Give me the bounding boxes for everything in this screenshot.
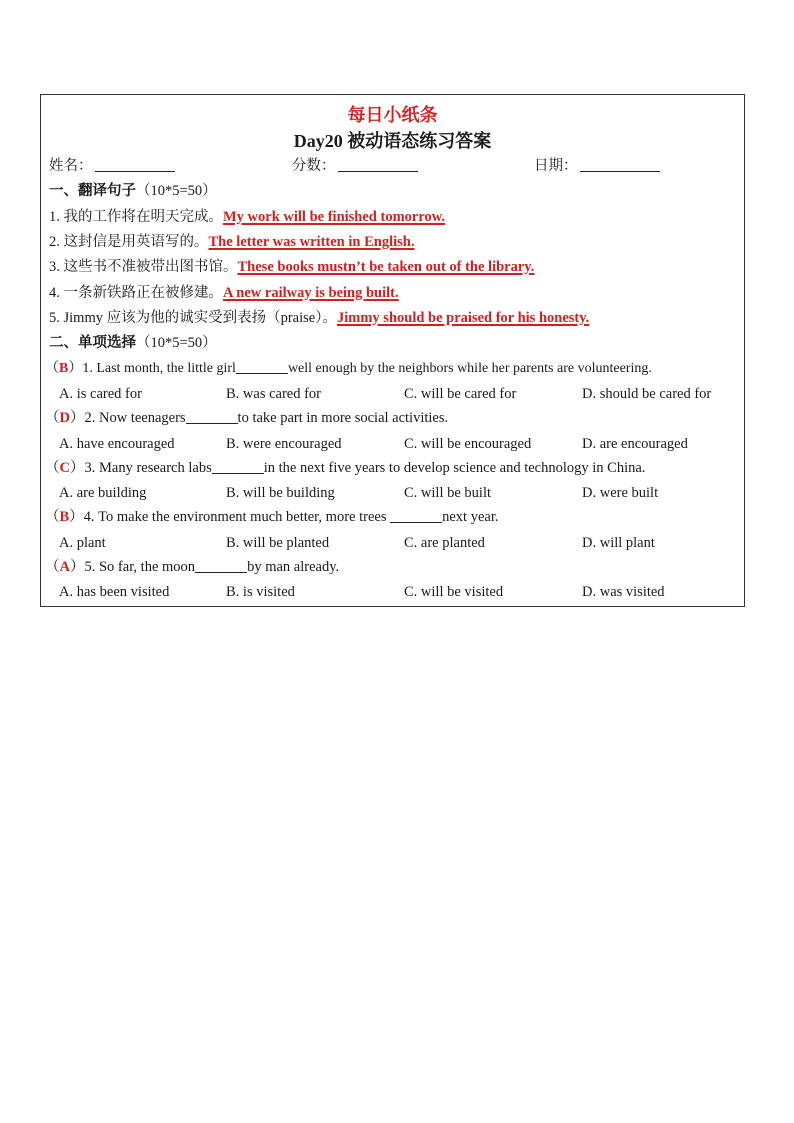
- option-c: C. will be cared for: [404, 386, 517, 402]
- score-label: 分数：: [292, 158, 336, 174]
- option-d: D. are encouraged: [582, 436, 688, 452]
- option-d: D. were built: [582, 485, 659, 501]
- answer-gap: [212, 459, 264, 474]
- paren-close: ）: [68, 361, 83, 376]
- question-stem-end: in the next five years to develop science and technology in China.: [263, 460, 646, 476]
- question-stem: 2. Now teenagers: [84, 410, 186, 426]
- answer-key: A: [59, 559, 70, 575]
- paren-open: （: [45, 509, 60, 525]
- question-stem: 1. Last month, the little girl: [82, 361, 236, 376]
- section2-title: 二、单项选择: [49, 335, 136, 351]
- name-blank: [95, 157, 175, 172]
- translation-question: 4. 一条新铁路正在被修建。: [49, 285, 223, 301]
- date-field: [534, 156, 660, 176]
- section1-heading: [49, 181, 740, 201]
- answer-key: D: [59, 410, 70, 426]
- question-stem-end: next year.: [442, 509, 499, 525]
- paren-close: ）: [69, 559, 85, 575]
- option-d: D. will plant: [582, 535, 655, 551]
- option-a: A. have encouraged: [59, 436, 175, 452]
- answer-key: B: [59, 509, 70, 525]
- name-field: [49, 156, 175, 176]
- answer-key: B: [59, 361, 69, 376]
- translation-answer: Jimmy should be praised for his honesty.: [336, 310, 590, 326]
- score-blank: [338, 157, 418, 172]
- answer-gap: [195, 558, 247, 573]
- answer-gap: [236, 359, 288, 374]
- section1-title: 一、翻译句子: [49, 183, 136, 199]
- answer-gap: [390, 508, 442, 523]
- worksheet: [40, 94, 745, 607]
- translation-item-5: [49, 308, 740, 328]
- option-c: C. are planted: [404, 535, 485, 551]
- section2-score: （10*5=50）: [136, 335, 217, 351]
- option-a: A. are building: [59, 485, 147, 501]
- translation-question: 2. 这封信是用英语写的。: [49, 234, 209, 250]
- translation-question: 3. 这些书不准被带出图书馆。: [49, 259, 238, 275]
- option-d: D. was visited: [582, 584, 665, 600]
- option-b: B. were encouraged: [226, 436, 342, 452]
- question-stem: 5. So far, the moon: [84, 559, 196, 575]
- option-c: C. will be encouraged: [404, 436, 532, 452]
- option-b: B. will be planted: [226, 535, 330, 551]
- option-a: A. is cared for: [59, 386, 142, 402]
- paren-open: （: [45, 361, 59, 376]
- score-field: [292, 156, 418, 176]
- choice-question-5: [45, 557, 740, 577]
- paren-close: ）: [69, 509, 84, 525]
- option-d: D. should be cared for: [582, 386, 712, 402]
- question-stem: 3. Many research labs: [84, 460, 212, 476]
- option-b: B. was cared for: [226, 386, 322, 402]
- option-b: B. will be building: [226, 485, 335, 501]
- translation-answer: A new railway is being built.: [223, 285, 399, 301]
- question-stem-end: well enough by the neighbors while her parents are volunteering.: [287, 361, 652, 376]
- answer-key: C: [59, 460, 70, 476]
- option-c: C. will be built: [404, 485, 491, 501]
- section2-heading: [49, 333, 740, 353]
- date-blank: [580, 157, 660, 172]
- question-stem-end: by man already.: [247, 559, 340, 575]
- option-c: C. will be visited: [404, 584, 504, 600]
- choice-question-1: [45, 359, 740, 379]
- choice-question-2: [45, 408, 740, 428]
- option-a: A. has been visited: [59, 584, 170, 600]
- answer-gap: [186, 409, 238, 424]
- choice-question-3: [45, 458, 740, 478]
- translation-answer: My work will be finished tomorrow.: [223, 209, 446, 225]
- translation-question: 1. 我的工作将在明天完成。: [49, 209, 223, 225]
- translation-item-2: [49, 232, 740, 252]
- name-label: 姓名：: [49, 158, 93, 174]
- date-label: 日期：: [534, 158, 578, 174]
- option-b: B. is visited: [226, 584, 295, 600]
- worksheet-title: 每日小纸条: [347, 105, 438, 125]
- question-stem: 4. To make the environment much better, more trees: [83, 509, 391, 525]
- question-stem-end: to take part in more social activities.: [237, 410, 449, 426]
- translation-item-3: [49, 257, 740, 277]
- paren-open: （: [45, 410, 60, 426]
- translation-item-4: [49, 283, 740, 303]
- translation-answer: The letter was written in English.: [208, 234, 415, 250]
- section1-score: （10*5=50）: [136, 183, 217, 199]
- paren-open: （: [45, 559, 60, 575]
- option-a: A. plant: [59, 535, 106, 551]
- worksheet-subtitle: Day20 被动语态练习答案: [293, 131, 492, 151]
- translation-question: 5. Jimmy 应该为他的诚实受到表扬（praise）。: [49, 310, 337, 326]
- translation-answer: These books mustn’t be taken out of the library.: [237, 259, 535, 275]
- paren-open: （: [45, 460, 60, 476]
- paren-close: ）: [69, 410, 85, 426]
- paren-close: ）: [69, 460, 85, 476]
- translation-item-1: [49, 207, 740, 227]
- choice-question-4: [45, 507, 740, 527]
